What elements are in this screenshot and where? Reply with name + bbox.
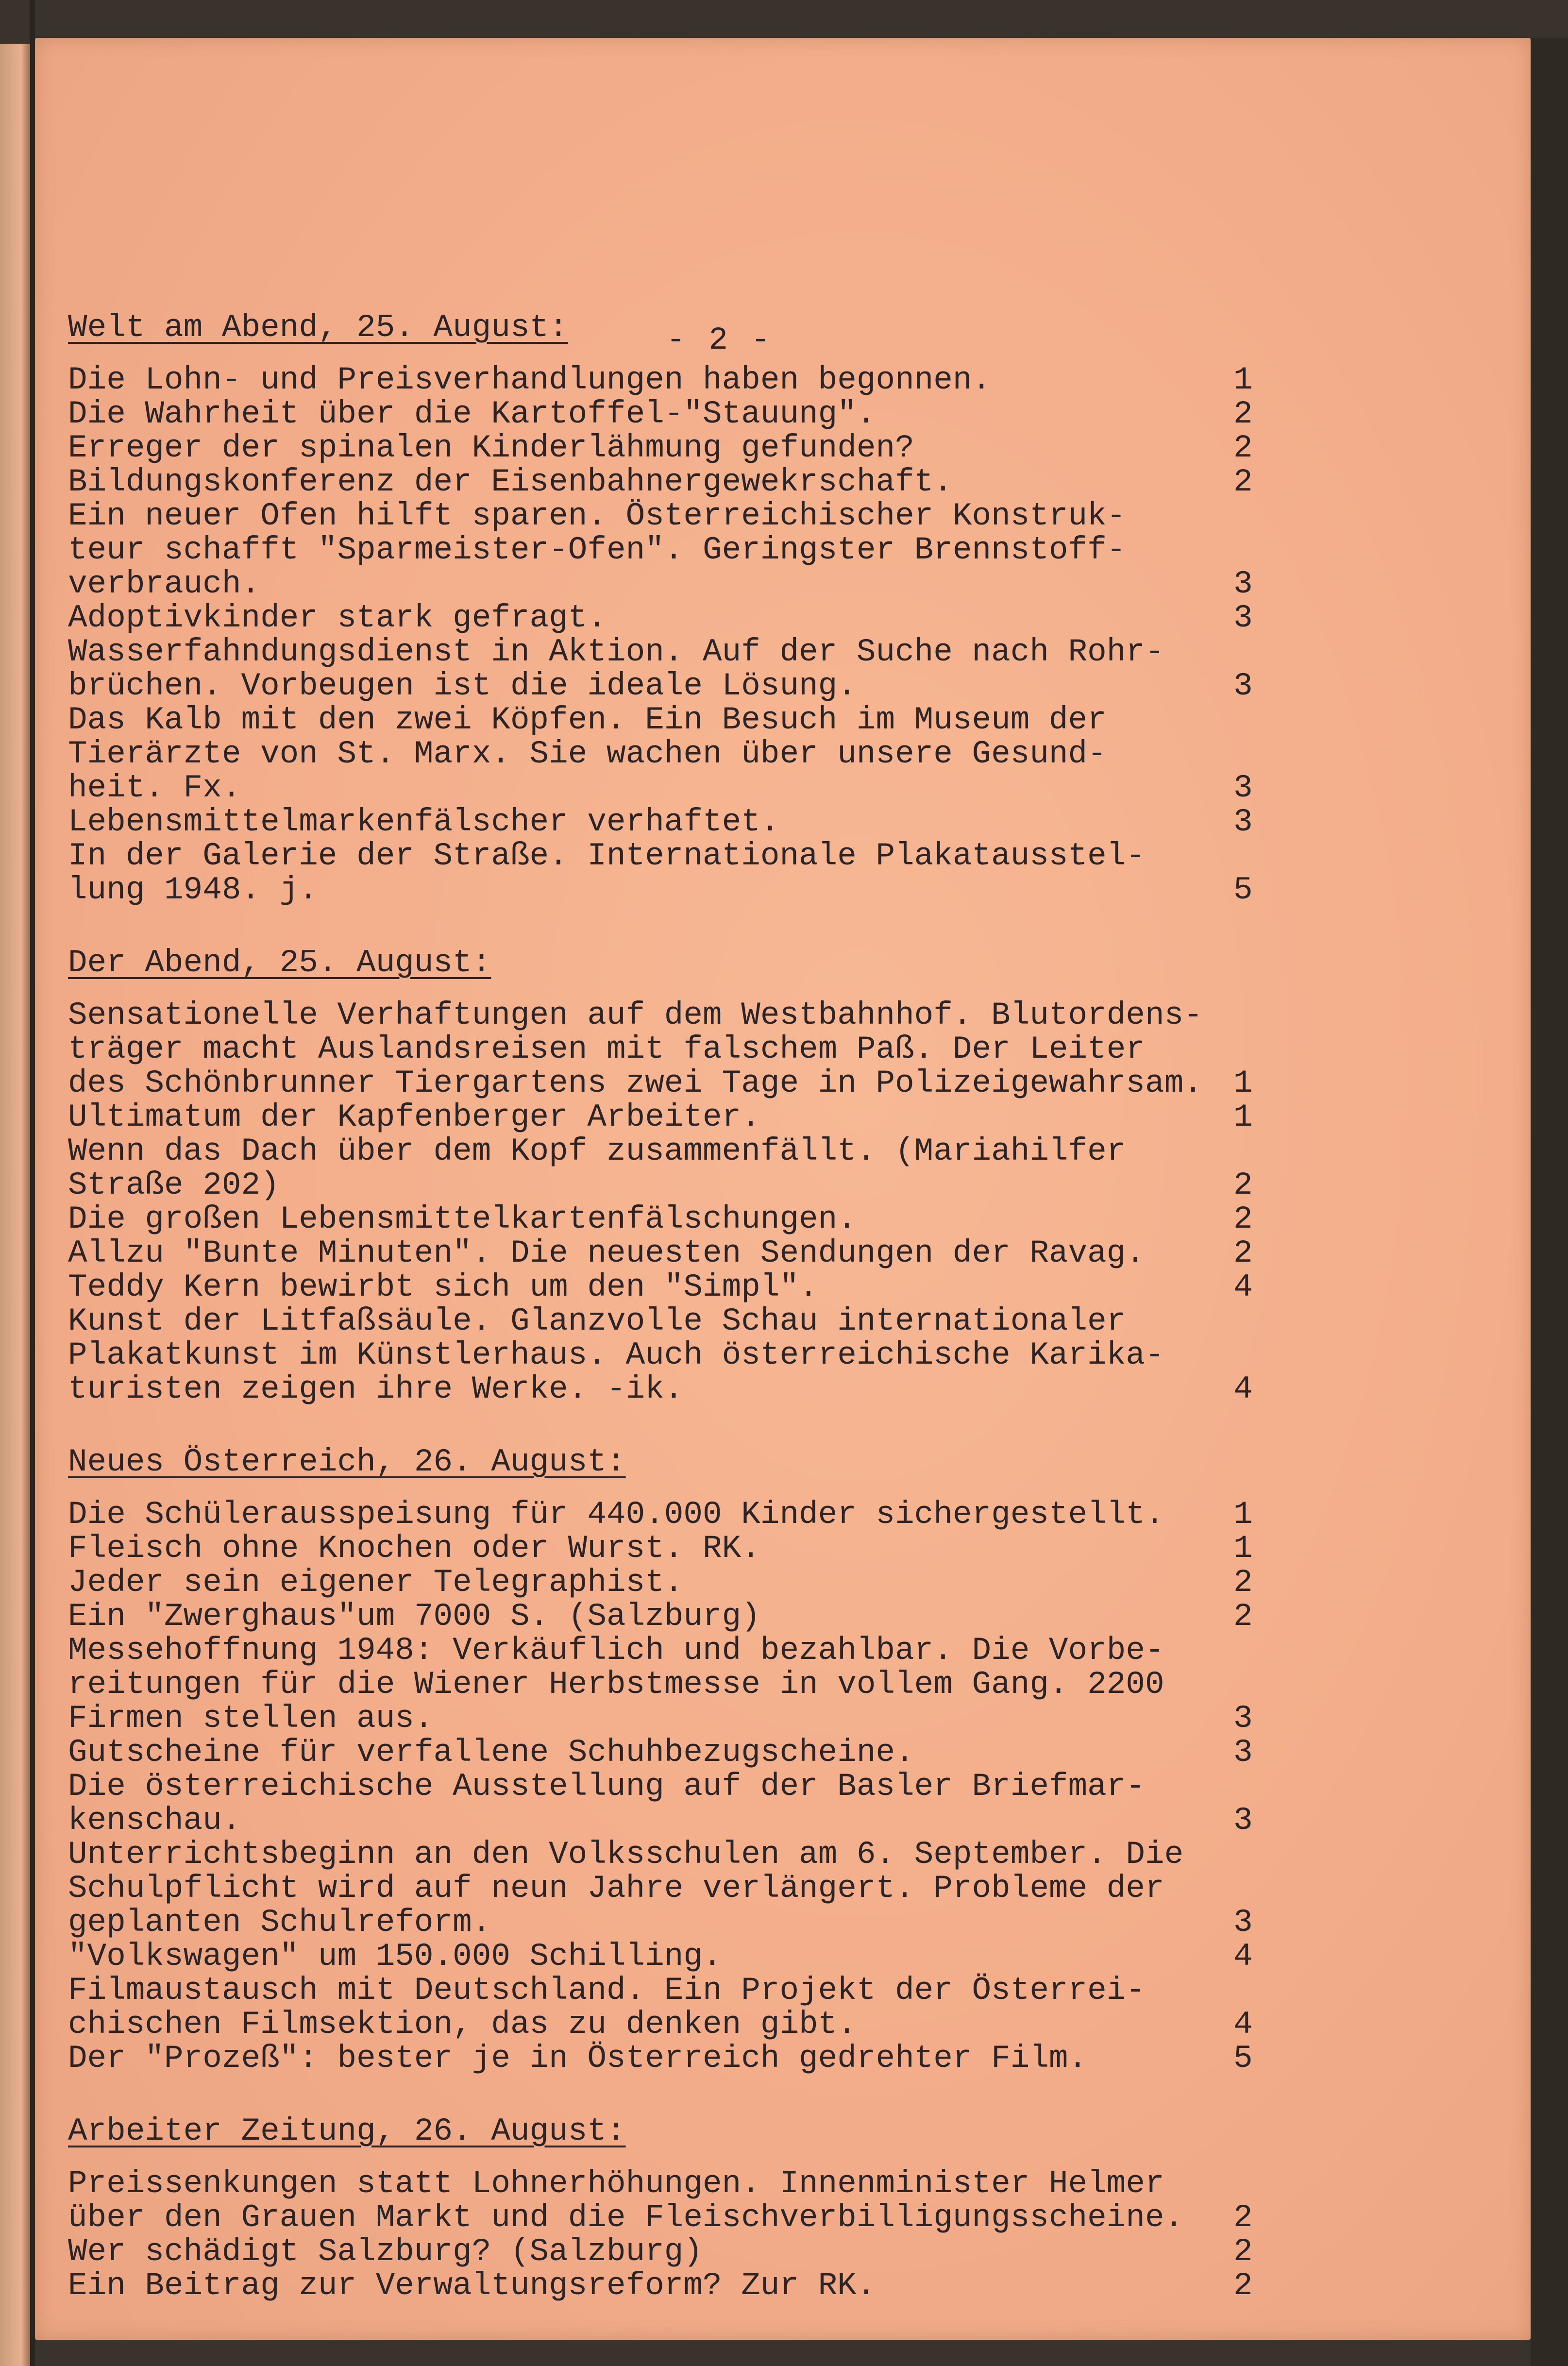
article-page-number: 1 <box>1233 1099 1253 1135</box>
article-entry <box>68 1838 1311 1940</box>
background-edge <box>1531 38 1568 2366</box>
article-title <box>68 363 1224 397</box>
article-page-number: 2 <box>1233 2199 1253 2236</box>
article-page-number: 3 <box>1233 804 1253 840</box>
section-header: Welt am Abend, 25. August: <box>68 309 568 346</box>
article-title <box>68 703 1224 805</box>
article-page-number: 5 <box>1233 872 1253 908</box>
article-title-line: Straße 202) <box>68 1167 280 1203</box>
article-title <box>68 1100 1224 1134</box>
article-entry <box>68 1100 1311 1134</box>
newspaper-section <box>68 1445 1311 2076</box>
article-entry <box>68 1270 1311 1304</box>
article-title-line: Preissenkungen statt Lohnerhöhungen. Innenminister Helmer <box>68 2165 1164 2202</box>
article-title-line: Adoptivkinder stark gefragt. <box>68 600 607 636</box>
article-title-line: geplanten Schulreform. <box>68 1904 491 1941</box>
page-number: - 2 - <box>666 322 773 358</box>
article-entry <box>68 1498 1311 1532</box>
article-title <box>68 2269 1224 2303</box>
article-title <box>68 1304 1224 1406</box>
article-title <box>68 1600 1224 1634</box>
article-page-number: 2 <box>1233 1167 1253 1203</box>
article-title <box>68 1770 1224 1838</box>
article-entry <box>68 601 1311 635</box>
article-page-number: 2 <box>1233 1201 1253 1237</box>
article-title-line: des Schönbrunner Tiergartens zwei Tage in Polizeigewahrsam. <box>68 1065 1203 1101</box>
article-title-line: verbrauch. <box>68 566 261 602</box>
article-title <box>68 805 1224 839</box>
press-review-content <box>68 311 1311 2342</box>
article-entry <box>68 431 1311 465</box>
article-title <box>68 1202 1224 1236</box>
article-entry <box>68 703 1311 805</box>
article-title-line: Bildungskonferenz der Eisenbahnergewekrschaft. <box>68 464 953 500</box>
article-entry <box>68 363 1311 397</box>
article-title-line: Tierärzte von St. Marx. Sie wachen über unsere Gesund- <box>68 736 1107 772</box>
article-title-line: brüchen. Vorbeugen ist die ideale Lösung. <box>68 668 857 704</box>
adjacent-page-edge <box>0 44 30 2366</box>
article-title-line: Jeder sein eigener Telegraphist. <box>68 1564 684 1601</box>
article-page-number: 2 <box>1233 1598 1253 1635</box>
article-title-line: Allzu "Bunte Minuten". Die neuesten Sendungen der Ravag. <box>68 1235 1145 1271</box>
article-title-line: Kunst der Litfaßsäule. Glanzvolle Schau internationaler <box>68 1303 1126 1339</box>
article-page-number: 4 <box>1233 2006 1253 2043</box>
article-page-number: 2 <box>1233 1235 1253 1271</box>
article-title-line: Wenn das Dach über dem Kopf zusammenfällt. (Mariahilfer <box>68 1133 1126 1169</box>
article-title <box>68 1566 1224 1600</box>
article-page-number: 2 <box>1233 464 1253 500</box>
article-title-line: Die österreichische Ausstellung auf der Basler Briefmar- <box>68 1768 1145 1805</box>
article-title <box>68 2042 1224 2076</box>
article-title-line: über den Grauen Markt und die Fleischverbilligungsscheine. <box>68 2199 1184 2236</box>
article-title <box>68 1498 1224 1532</box>
section-header: Arbeiter Zeitung, 26. August: <box>68 2113 626 2149</box>
article-page-number: 1 <box>1233 1530 1253 1567</box>
article-title <box>68 397 1224 431</box>
article-title-line: Wer schädigt Salzburg? (Salzburg) <box>68 2233 703 2270</box>
article-title-line: Ein "Zwerghaus"um 7000 S. (Salzburg) <box>68 1598 760 1635</box>
article-entry <box>68 2269 1311 2303</box>
article-title-line: chischen Filmsektion, das zu denken gibt. <box>68 2006 857 2043</box>
article-title-line: Das Kalb mit den zwei Köpfen. Ein Besuch im Museum der <box>68 702 1107 738</box>
article-title-line: Wasserfahndungsdienst in Aktion. Auf der Suche nach Rohr- <box>68 634 1164 670</box>
newspaper-section <box>68 2114 1311 2303</box>
article-page-number: 2 <box>1233 2233 1253 2270</box>
article-page-number: 2 <box>1233 430 1253 466</box>
article-title <box>68 465 1224 499</box>
article-page-number: 4 <box>1233 1269 1253 1305</box>
article-title-line: In der Galerie der Straße. Internationale Plakatausstel- <box>68 838 1145 874</box>
article-entry <box>68 1134 1311 1202</box>
article-title <box>68 1838 1224 1940</box>
article-title-line: Sensationelle Verhaftungen auf dem Westbahnhof. Blutordens- <box>68 997 1203 1033</box>
article-title-line: Die Schülerausspeisung für 440.000 Kinder sichergestellt. <box>68 1496 1164 1533</box>
article-title <box>68 1532 1224 1566</box>
article-title-line: träger macht Auslandsreisen mit falschem Paß. Der Leiter <box>68 1031 1145 1067</box>
article-entry <box>68 2042 1311 2076</box>
article-title-line: Gutscheine für verfallene Schuhbezugscheine. <box>68 1734 914 1771</box>
article-title-line: kenschau. <box>68 1802 241 1839</box>
article-page-number: 3 <box>1233 566 1253 602</box>
article-title-line: reitungen für die Wiener Herbstmesse in vollem Gang. 2200 <box>68 1666 1164 1703</box>
article-title <box>68 1940 1224 1974</box>
article-entry <box>68 2235 1311 2269</box>
article-title <box>68 1134 1224 1202</box>
article-title-line: lung 1948. j. <box>68 872 318 908</box>
article-page-number: 1 <box>1233 362 1253 398</box>
article-entry <box>68 2167 1311 2235</box>
book-gutter <box>30 0 35 2366</box>
article-entry <box>68 1974 1311 2042</box>
article-page-number: 4 <box>1233 1371 1253 1407</box>
article-page-number: 2 <box>1233 2267 1253 2304</box>
article-title <box>68 1236 1224 1270</box>
article-page-number: 1 <box>1233 1065 1253 1101</box>
article-title <box>68 998 1224 1100</box>
article-title <box>68 635 1224 703</box>
article-title <box>68 2235 1224 2269</box>
article-title-line: heit. Fx. <box>68 770 241 806</box>
section-header: Der Abend, 25. August: <box>68 945 491 981</box>
article-entry <box>68 1236 1311 1270</box>
article-entry <box>68 1600 1311 1634</box>
article-title-line: Der "Prozeß": bester je in Österreich gedrehter Film. <box>68 2040 1088 2077</box>
article-title-line: teur schafft "Sparmeister-Ofen". Geringster Brennstoff- <box>68 532 1126 568</box>
article-entry <box>68 499 1311 601</box>
article-page-number: 1 <box>1233 1496 1253 1533</box>
article-entry <box>68 839 1311 907</box>
article-title-line: Firmen stellen aus. <box>68 1700 434 1737</box>
article-title-line: Filmaustausch mit Deutschland. Ein Projekt der Österrei- <box>68 1972 1145 2009</box>
article-title-line: Lebensmittelmarkenfälscher verhaftet. <box>68 804 780 840</box>
article-title-line: Ultimatum der Kapfenberger Arbeiter. <box>68 1099 760 1135</box>
article-entry <box>68 397 1311 431</box>
article-entry <box>68 1634 1311 1736</box>
article-page-number: 3 <box>1233 600 1253 636</box>
article-title-line: Die großen Lebensmittelkartenfälschungen. <box>68 1201 857 1237</box>
article-title <box>68 1270 1224 1304</box>
article-title-line: Schulpflicht wird auf neun Jahre verlängert. Probleme der <box>68 1870 1164 1907</box>
article-page-number: 2 <box>1233 1564 1253 1601</box>
article-entry <box>68 1770 1311 1838</box>
newspaper-section <box>68 311 1311 907</box>
article-title-line: Teddy Kern bewirbt sich um den "Simpl". <box>68 1269 818 1305</box>
article-entry <box>68 1940 1311 1974</box>
article-entry <box>68 1736 1311 1770</box>
article-title-line: "Volkswagen" um 150.000 Schilling. <box>68 1938 722 1975</box>
article-entry <box>68 805 1311 839</box>
article-title-line: Ein Beitrag zur Verwaltungsreform? Zur RK. <box>68 2267 876 2304</box>
newspaper-section <box>68 946 1311 1406</box>
article-title-line: Die Wahrheit über die Kartoffel-"Stauung". <box>68 396 876 432</box>
article-title-line: Messehoffnung 1948: Verkäuflich und bezahlbar. Die Vorbe- <box>68 1632 1164 1669</box>
article-page-number: 3 <box>1233 770 1253 806</box>
article-entry <box>68 1532 1311 1566</box>
article-entry <box>68 1304 1311 1406</box>
article-title-line: Plakatkunst im Künstlerhaus. Auch österreichische Karika- <box>68 1337 1164 1373</box>
article-title-line: Ein neuer Ofen hilft sparen. Österreichischer Konstruk- <box>68 498 1126 534</box>
article-title-line: turisten zeigen ihre Werke. -ik. <box>68 1371 684 1407</box>
article-page-number: 3 <box>1233 1802 1253 1839</box>
article-page-number: 5 <box>1233 2040 1253 2077</box>
article-entry <box>68 1202 1311 1236</box>
article-page-number: 2 <box>1233 396 1253 432</box>
article-title-line: Unterrichtsbeginn an den Volksschulen am 6. September. Die <box>68 1836 1184 1873</box>
article-page-number: 3 <box>1233 1734 1253 1771</box>
article-entry <box>68 635 1311 703</box>
article-entry <box>68 998 1311 1100</box>
article-title <box>68 1736 1224 1770</box>
article-title-line: Erreger der spinalen Kinderlähmung gefunden? <box>68 430 914 466</box>
article-title <box>68 431 1224 465</box>
section-header: Neues Österreich, 26. August: <box>68 1444 626 1480</box>
article-page-number: 3 <box>1233 1904 1253 1941</box>
article-entry <box>68 465 1311 499</box>
article-title <box>68 839 1224 907</box>
article-title-line: Fleisch ohne Knochen oder Wurst. RK. <box>68 1530 760 1567</box>
article-title <box>68 2167 1224 2235</box>
article-title <box>68 499 1224 601</box>
article-title-line: Die Lohn- und Preisverhandlungen haben begonnen. <box>68 362 992 398</box>
article-title <box>68 1974 1224 2042</box>
article-title <box>68 1634 1224 1736</box>
article-entry <box>68 1566 1311 1600</box>
article-page-number: 3 <box>1233 1700 1253 1737</box>
article-title <box>68 601 1224 635</box>
article-page-number: 3 <box>1233 668 1253 704</box>
article-page-number: 4 <box>1233 1938 1253 1975</box>
